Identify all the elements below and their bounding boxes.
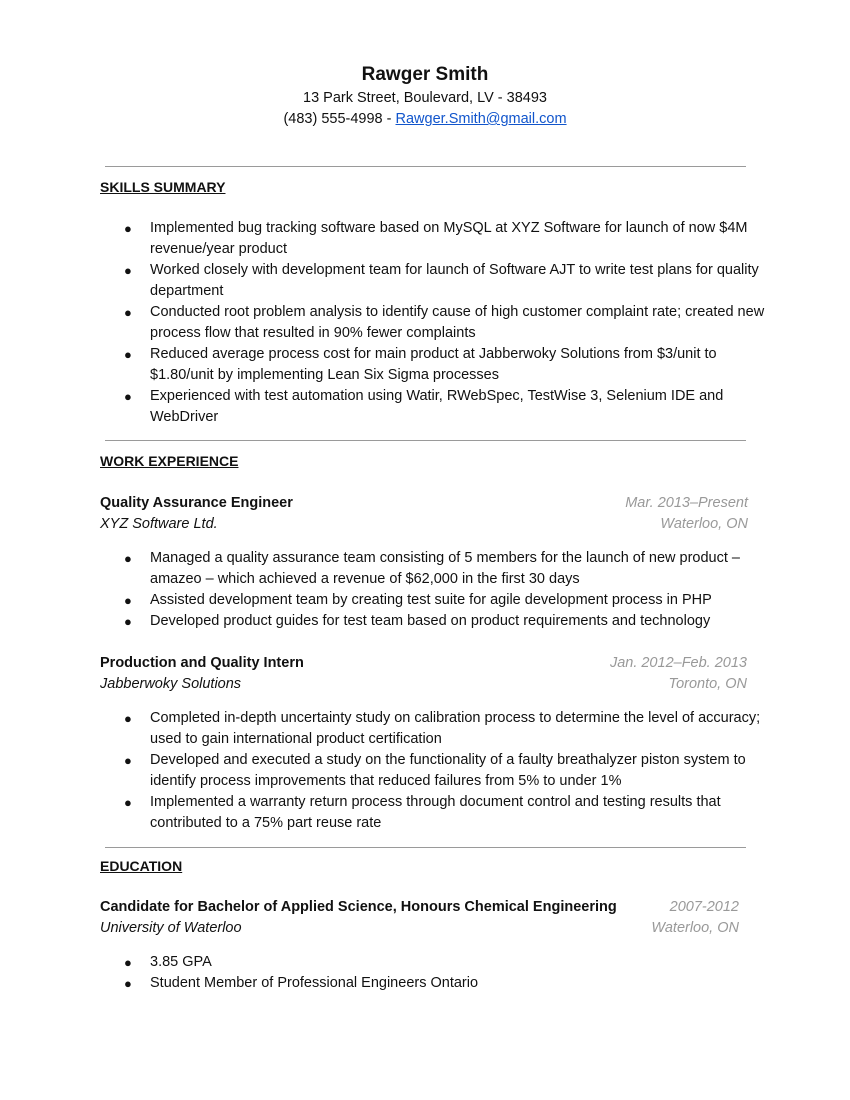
bullet-icon: ● (124, 389, 132, 404)
resume-header (0, 62, 850, 130)
job-location: Waterloo, ON (660, 516, 748, 532)
bullet-icon: ● (124, 263, 132, 278)
bullet-icon: ● (124, 593, 132, 608)
list-item: ● Developed product guides for test team based on product requirements and technology (100, 611, 760, 632)
list-item: ● Student Member of Professional Engineers Ontario (100, 973, 760, 994)
section-divider (105, 847, 746, 848)
job-entry (100, 493, 748, 535)
job-dates: Jan. 2012–Feb. 2013 (609, 655, 747, 671)
contact-separator: - (382, 111, 396, 127)
candidate-name: Rawger Smith (361, 64, 489, 85)
education-dates: 2007-2012 (669, 899, 739, 915)
bullet-icon: ● (124, 614, 132, 629)
skills-section-title: SKILLS SUMMARY (100, 179, 226, 195)
bullet-icon: ● (124, 305, 132, 320)
bullet-icon: ● (124, 551, 132, 566)
list-item: ● Experienced with test automation using Watir, RWebSpec, TestWise 3, Selenium IDE and WebDriver (124, 388, 724, 425)
address-line: 13 Park Street, Boulevard, LV - 38493 (303, 90, 547, 106)
company-name: Jabberwoky Solutions (100, 676, 242, 692)
phone-number: (483) 555-4998 (283, 111, 383, 127)
list-item: ● Assisted development team by creating test suite for agile development process in PHP (100, 590, 760, 611)
bullet-icon: ● (124, 347, 132, 362)
work-section-title: WORK EXPERIENCE (100, 453, 239, 469)
education-location: Waterloo, ON (651, 920, 739, 936)
contact-line (0, 109, 850, 130)
job-entry (100, 653, 747, 695)
education-section-title: EDUCATION (100, 858, 183, 874)
list-item: ● 3.85 GPA (100, 952, 760, 973)
list-item: ● Completed in-depth uncertainty study on calibration process to determine the level of accuracy; used to gain international product certification (124, 710, 761, 747)
education-entry (100, 897, 739, 939)
list-item: ● Worked closely with development team for launch of Software AJT to write test plans for quality department (124, 262, 759, 299)
education-bullets (100, 952, 760, 994)
skills-list (100, 218, 770, 428)
section-divider (105, 440, 746, 441)
job-location: Toronto, ON (668, 676, 747, 692)
job-title: Production and Quality Intern (100, 655, 304, 671)
list-item: ● Managed a quality assurance team consisting of 5 members for the launch of new product – amazeo – which achieved a revenue of $62,000 in the first 30 days (124, 550, 740, 587)
bullet-icon: ● (124, 221, 132, 236)
bullet-icon: ● (124, 711, 132, 726)
job-bullets (100, 708, 772, 834)
job-dates: Mar. 2013–Present (625, 495, 748, 511)
section-divider (105, 166, 746, 167)
list-item: ● Conducted root problem analysis to identify cause of high customer complaint rate; created new process flow that resulted in 90% fewer complaints (124, 304, 765, 341)
bullet-icon: ● (124, 976, 132, 991)
job-title: Quality Assurance Engineer (100, 495, 293, 511)
list-item: ● Implemented bug tracking software based on MySQL at XYZ Software for launch of now $4M revenue/year product (124, 220, 748, 257)
job-bullets (100, 548, 760, 632)
list-item: ● Developed and executed a study on the functionality of a faulty breathalyzer piston system to identify process improvements that reduced failures from 5% to under 1% (124, 752, 746, 789)
email-link[interactable]: Rawger.Smith@gmail.com (395, 111, 567, 127)
bullet-icon: ● (124, 753, 132, 768)
degree-title: Candidate for Bachelor of Applied Science, Honours Chemical Engineering (100, 899, 617, 915)
company-name: XYZ Software Ltd. (100, 516, 218, 532)
school-name: University of Waterloo (100, 920, 242, 936)
list-item: ● Implemented a warranty return process through document control and testing results that contributed to a 75% part reuse rate (124, 794, 721, 831)
bullet-icon: ● (124, 955, 132, 970)
list-item: ● Reduced average process cost for main product at Jabberwoky Solutions from $3/unit to $1.80/unit by implementing Lean Six Sigma processes (124, 346, 717, 383)
bullet-icon: ● (124, 795, 132, 810)
